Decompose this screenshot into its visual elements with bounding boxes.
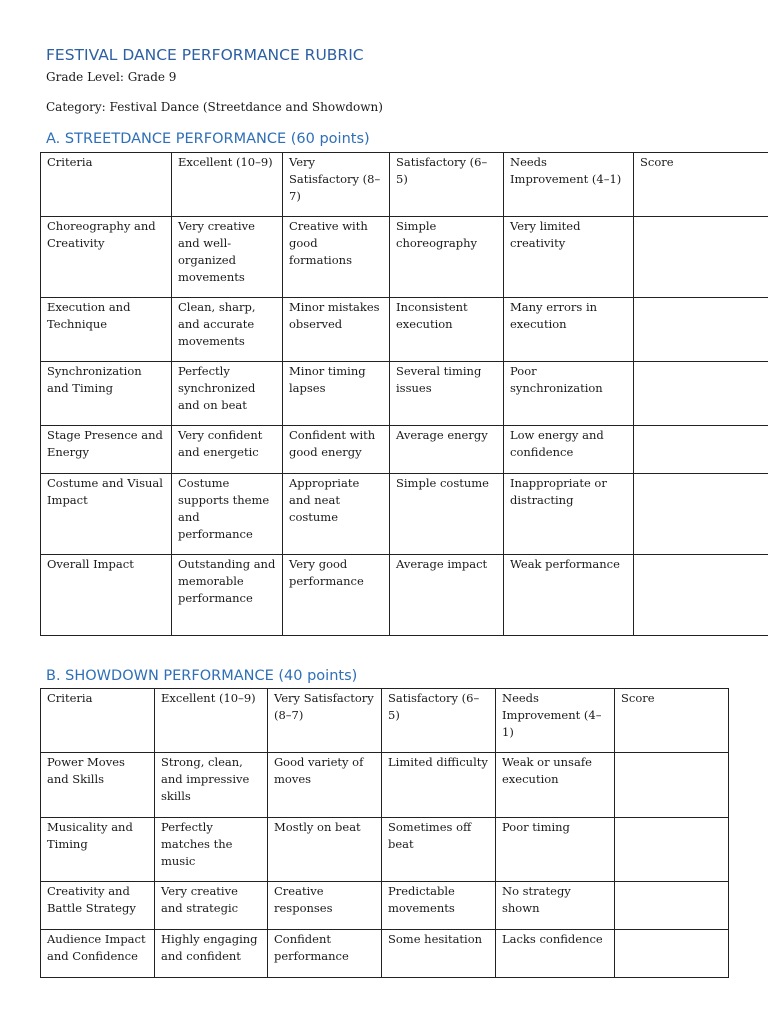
rubric-cell: Highly engaging and confident [155, 930, 268, 978]
header-cell: Excellent (10–9) [155, 689, 268, 753]
header-cell: Satisfactory (6–5) [382, 689, 496, 753]
header-cell: Criteria [41, 153, 172, 217]
rubric-cell: Costume supports theme and performance [172, 474, 283, 555]
grade-level: Grade Level: Grade 9 [46, 70, 177, 84]
score-cell[interactable] [634, 298, 768, 362]
rubric-cell: Outstanding and memorable performance [172, 555, 283, 636]
table-row [41, 753, 729, 818]
rubric-cell: Inconsistent execution [390, 298, 504, 362]
streetdance-rubric-table [40, 152, 768, 636]
rubric-cell: No strategy shown [496, 882, 615, 930]
rubric-cell: Many errors in execution [504, 298, 634, 362]
criteria-cell: Power Moves and Skills [41, 753, 155, 818]
rubric-cell: Simple choreography [390, 217, 504, 298]
table-row [41, 818, 729, 882]
rubric-cell: Very creative and strategic [155, 882, 268, 930]
criteria-cell: Musicality and Timing [41, 818, 155, 882]
rubric-cell: Average impact [390, 555, 504, 636]
score-cell[interactable] [615, 930, 729, 978]
criteria-cell: Synchronization and Timing [41, 362, 172, 426]
table-header-row [41, 153, 768, 217]
criteria-cell: Execution and Technique [41, 298, 172, 362]
rubric-cell: Average energy [390, 426, 504, 474]
rubric-cell: Creative with good formations [283, 217, 390, 298]
criteria-cell: Costume and Visual Impact [41, 474, 172, 555]
rubric-cell: Very good performance [283, 555, 390, 636]
document-title: FESTIVAL DANCE PERFORMANCE RUBRIC [46, 46, 364, 64]
table-row [41, 298, 768, 362]
score-cell[interactable] [634, 474, 768, 555]
table-row [41, 362, 768, 426]
score-cell[interactable] [615, 818, 729, 882]
rubric-cell: Confident with good energy [283, 426, 390, 474]
criteria-cell: Overall Impact [41, 555, 172, 636]
header-cell: Needs Improvement (4–1) [504, 153, 634, 217]
table-row [41, 882, 729, 930]
section-b-title: B. SHOWDOWN PERFORMANCE (40 points) [46, 668, 358, 684]
rubric-cell: Perfectly synchronized and on beat [172, 362, 283, 426]
criteria-cell: Audience Impact and Confidence [41, 930, 155, 978]
rubric-cell: Several timing issues [390, 362, 504, 426]
section-a-title: A. STREETDANCE PERFORMANCE (60 points) [46, 131, 370, 147]
table-header-row [41, 689, 729, 753]
table-row [41, 555, 768, 636]
header-cell: Excellent (10–9) [172, 153, 283, 217]
rubric-cell: Poor synchronization [504, 362, 634, 426]
rubric-cell: Minor timing lapses [283, 362, 390, 426]
rubric-cell: Good variety of moves [268, 753, 382, 818]
rubric-cell: Perfectly matches the music [155, 818, 268, 882]
rubric-cell: Low energy and confidence [504, 426, 634, 474]
rubric-cell: Lacks confidence [496, 930, 615, 978]
table-row [41, 930, 729, 978]
rubric-cell: Mostly on beat [268, 818, 382, 882]
table-row [41, 474, 768, 555]
rubric-cell: Confident performance [268, 930, 382, 978]
header-cell: Needs Improvement (4–1) [496, 689, 615, 753]
score-cell[interactable] [634, 217, 768, 298]
rubric-cell: Very creative and well-organized movements [172, 217, 283, 298]
rubric-cell: Very confident and energetic [172, 426, 283, 474]
rubric-cell: Inappropriate or distracting [504, 474, 634, 555]
rubric-cell: Creative responses [268, 882, 382, 930]
score-cell[interactable] [634, 426, 768, 474]
table-row [41, 426, 768, 474]
table-row [41, 217, 768, 298]
rubric-cell: Some hesitation [382, 930, 496, 978]
rubric-cell: Limited difficulty [382, 753, 496, 818]
showdown-rubric-table [40, 688, 729, 978]
rubric-cell: Minor mistakes observed [283, 298, 390, 362]
criteria-cell: Stage Presence and Energy [41, 426, 172, 474]
header-cell: Very Satisfactory (8–7) [268, 689, 382, 753]
rubric-cell: Weak or unsafe execution [496, 753, 615, 818]
rubric-cell: Weak performance [504, 555, 634, 636]
header-cell: Score [615, 689, 729, 753]
score-cell[interactable] [634, 555, 768, 636]
rubric-cell: Predictable movements [382, 882, 496, 930]
rubric-cell: Clean, sharp, and accurate movements [172, 298, 283, 362]
rubric-cell: Sometimes off beat [382, 818, 496, 882]
header-cell: Score [634, 153, 768, 217]
score-cell[interactable] [634, 362, 768, 426]
rubric-cell: Poor timing [496, 818, 615, 882]
rubric-cell: Simple costume [390, 474, 504, 555]
rubric-cell: Very limited creativity [504, 217, 634, 298]
score-cell[interactable] [615, 753, 729, 818]
header-cell: Criteria [41, 689, 155, 753]
criteria-cell: Choreography and Creativity [41, 217, 172, 298]
rubric-cell: Strong, clean, and impressive skills [155, 753, 268, 818]
header-cell: Very Satisfactory (8–7) [283, 153, 390, 217]
criteria-cell: Creativity and Battle Strategy [41, 882, 155, 930]
rubric-cell: Appropriate and neat costume [283, 474, 390, 555]
header-cell: Satisfactory (6–5) [390, 153, 504, 217]
category-line: Category: Festival Dance (Streetdance and Showdown) [46, 100, 383, 114]
score-cell[interactable] [615, 882, 729, 930]
